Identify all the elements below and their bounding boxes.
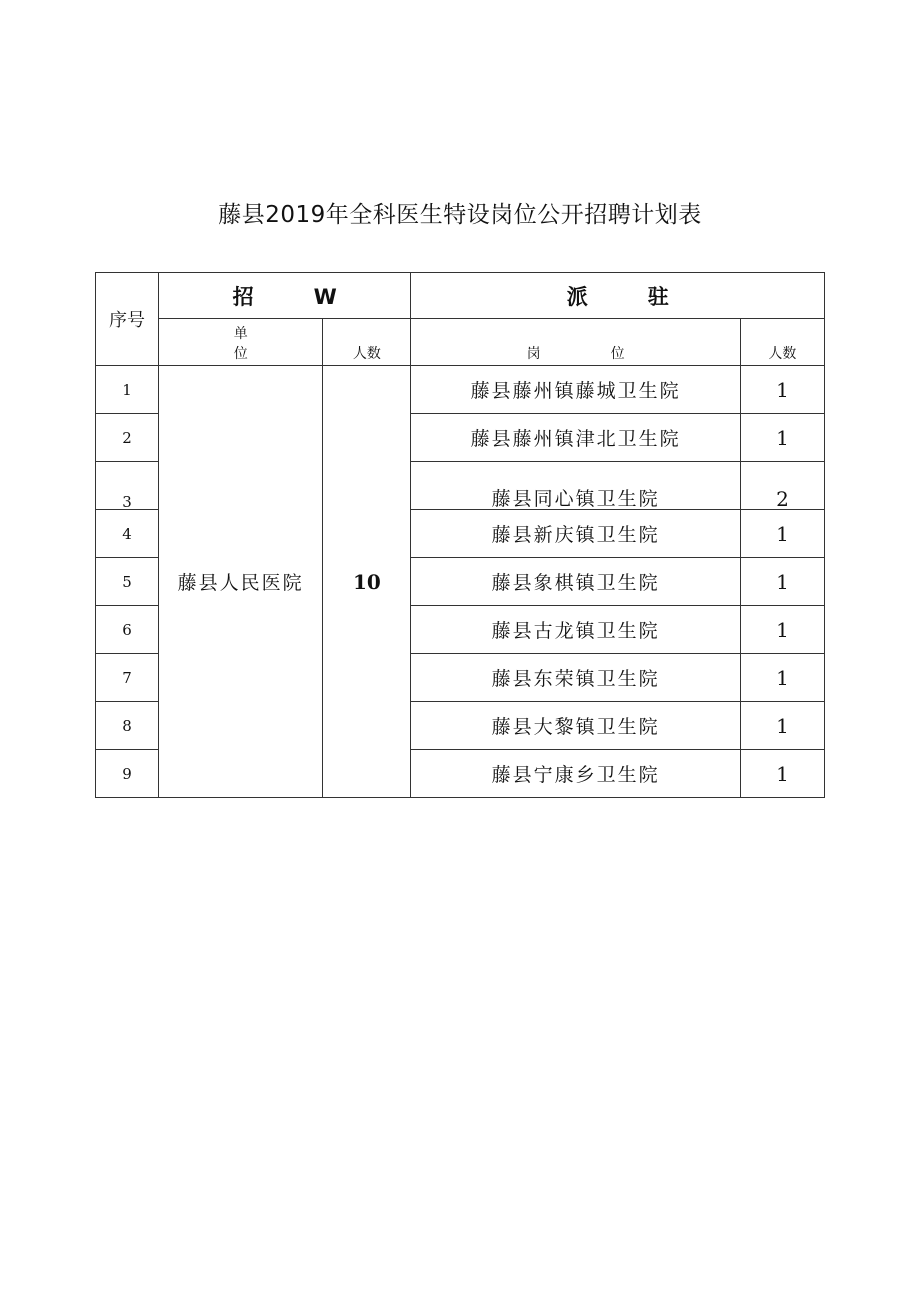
position-count-cell: 1 [740,750,824,798]
seq-cell: 8 [96,702,159,750]
total-count-cell: 10 [323,366,411,798]
count-header: 人数 [323,319,411,366]
seq-cell: 2 [96,414,159,462]
position-count-cell: 1 [740,702,824,750]
position-cell: 藤县东荣镇卫生院 [411,654,740,702]
position-count-cell: 1 [740,414,824,462]
seq-cell: 9 [96,750,159,798]
seq-cell: 1 [96,366,159,414]
position-cell: 藤县藤州镇津北卫生院 [411,414,740,462]
position-cell: 藤县藤州镇藤城卫生院 [411,366,740,414]
seq-header: 序号 [96,273,159,366]
seq-cell: 6 [96,606,159,654]
unit-header: 单位 [159,319,323,366]
seq-cell: 4 [96,510,159,558]
position-count-cell: 1 [740,654,824,702]
position-count-cell [740,462,824,510]
seq-cell [96,462,159,510]
position-cell: 藤县新庆镇卫生院 [411,510,740,558]
count-text: 2 [776,487,789,511]
position-count-cell: 1 [740,366,824,414]
dispatch-group-header: 派驻 [411,273,825,319]
position-cell: 藤县古龙镇卫生院 [411,606,740,654]
position-count-cell: 1 [740,558,824,606]
recruit-group-header: 招W [159,273,411,319]
page-title: 藤县2019年全科医生特设岗位公开招聘计划表 [218,202,702,228]
position-cell: 藤县象棋镇卫生院 [411,558,740,606]
position-count-cell: 1 [740,606,824,654]
position-header: 岗位 [411,319,740,366]
seq-text: 3 [122,493,132,511]
position-count-cell: 1 [740,510,824,558]
table-row [96,366,825,414]
recruitment-plan-table [95,272,825,798]
position-cell: 藤县大黎镇卫生院 [411,702,740,750]
position-cell [411,462,740,510]
position-count-header: 人数 [740,319,824,366]
unit-name-cell: 藤县人民医院 [159,366,323,798]
position-cell: 藤县宁康乡卫生院 [411,750,740,798]
seq-cell: 5 [96,558,159,606]
position-text: 藤县同心镇卫生院 [491,488,660,510]
seq-cell: 7 [96,654,159,702]
